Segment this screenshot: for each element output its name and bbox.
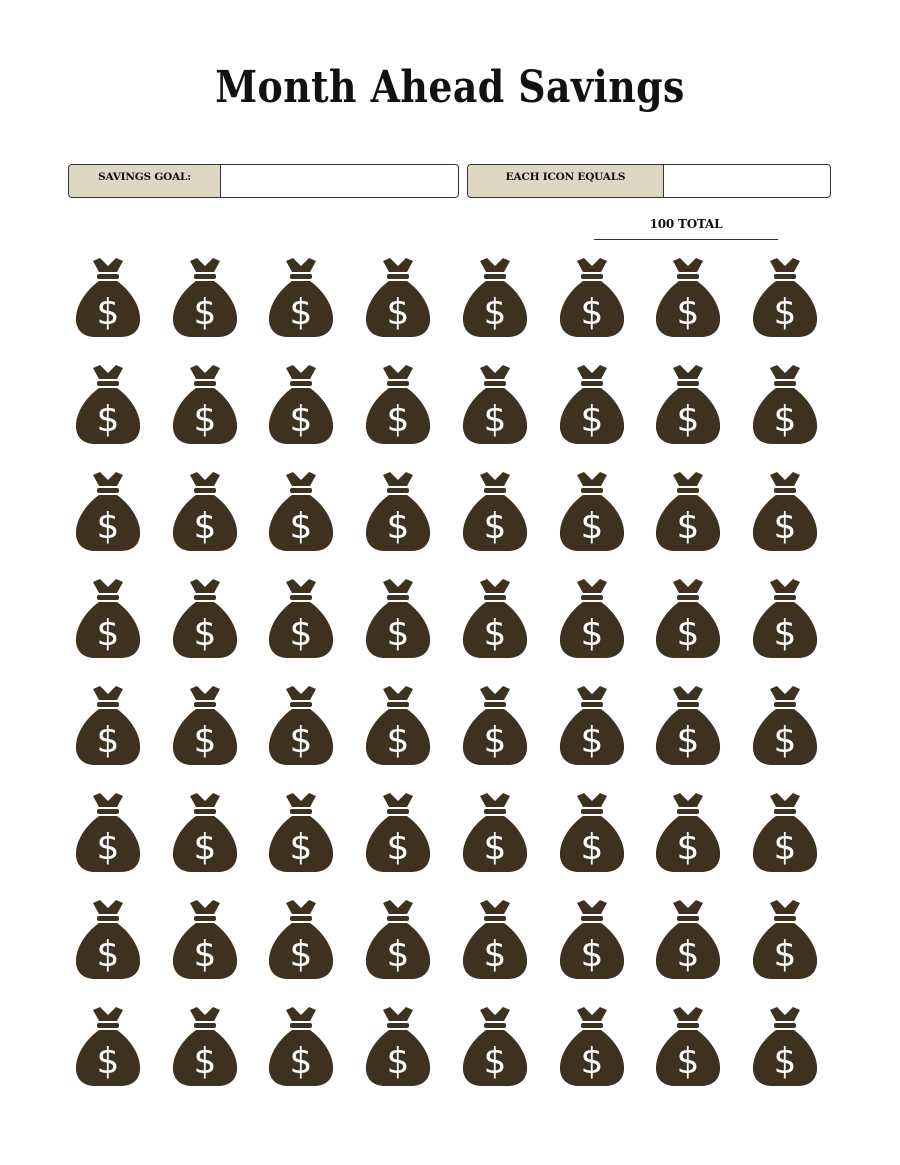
money-bag-icon[interactable] <box>653 899 723 981</box>
money-bag-icon[interactable] <box>750 685 820 767</box>
dollar-symbol: $ <box>96 613 120 654</box>
money-bag-icon[interactable] <box>170 899 240 981</box>
money-bag-icon[interactable] <box>750 257 820 339</box>
dollar-symbol: $ <box>386 506 410 547</box>
dollar-symbol: $ <box>386 613 410 654</box>
total-label: 100 TOTAL <box>649 217 723 231</box>
money-bag-icon[interactable] <box>73 792 143 874</box>
dollar-symbol: $ <box>483 1041 507 1082</box>
money-bag-icon[interactable] <box>557 471 627 553</box>
money-bag-icon[interactable] <box>653 364 723 446</box>
dollar-symbol: $ <box>483 827 507 868</box>
money-bag-icon[interactable] <box>460 1006 530 1088</box>
dollar-symbol: $ <box>96 399 120 440</box>
dollar-symbol: $ <box>386 399 410 440</box>
money-bag-icon[interactable] <box>557 685 627 767</box>
money-bag-icon[interactable] <box>266 899 336 981</box>
money-bag-icon[interactable] <box>170 792 240 874</box>
dollar-symbol: $ <box>193 720 217 761</box>
money-bag-icon[interactable] <box>73 364 143 446</box>
dollar-symbol: $ <box>483 720 507 761</box>
money-bag-icon[interactable] <box>750 792 820 874</box>
dollar-symbol: $ <box>386 720 410 761</box>
dollar-symbol: $ <box>773 506 797 547</box>
money-bag-icon[interactable] <box>363 578 433 660</box>
dollar-symbol: $ <box>483 506 507 547</box>
dollar-symbol: $ <box>96 292 120 333</box>
dollar-symbol: $ <box>386 292 410 333</box>
money-bag-icon[interactable] <box>73 471 143 553</box>
dollar-symbol: $ <box>580 934 603 975</box>
money-bag-icon[interactable] <box>363 899 433 981</box>
dollar-symbol: $ <box>483 613 507 654</box>
each-icon-equals-label: EACH ICON EQUALS <box>468 165 664 197</box>
dollar-symbol: $ <box>676 827 700 868</box>
money-bag-icon[interactable] <box>653 1006 723 1088</box>
money-bag-icon[interactable] <box>557 257 627 339</box>
money-bag-icon[interactable] <box>557 364 627 446</box>
money-bag-icon[interactable] <box>170 685 240 767</box>
page-title: Month Ahead Savings <box>215 62 685 113</box>
dollar-symbol: $ <box>96 720 120 761</box>
dollar-symbol: $ <box>386 934 410 975</box>
dollar-symbol: $ <box>580 399 603 440</box>
money-bag-icon[interactable] <box>750 364 820 446</box>
dollar-symbol: $ <box>193 399 217 440</box>
money-bag-icon[interactable] <box>170 1006 240 1088</box>
money-bag-icon[interactable] <box>363 792 433 874</box>
money-bag-icon[interactable] <box>460 471 530 553</box>
dollar-symbol: $ <box>193 292 217 333</box>
dollar-symbol: $ <box>96 506 120 547</box>
money-bag-icon[interactable] <box>557 1006 627 1088</box>
money-bag-icon[interactable] <box>653 792 723 874</box>
dollar-symbol: $ <box>193 934 217 975</box>
dollar-symbol: $ <box>676 399 700 440</box>
dollar-symbol: $ <box>676 613 700 654</box>
money-bag-icon[interactable] <box>460 578 530 660</box>
money-bag-icon[interactable] <box>266 471 336 553</box>
money-bag-icon[interactable] <box>266 364 336 446</box>
dollar-symbol: $ <box>773 720 797 761</box>
dollar-symbol: $ <box>773 292 797 333</box>
money-bag-icon[interactable] <box>73 257 143 339</box>
dollar-symbol: $ <box>676 1041 700 1082</box>
dollar-symbol: $ <box>580 292 603 333</box>
money-bag-icon[interactable] <box>557 899 627 981</box>
money-bag-icon[interactable] <box>363 471 433 553</box>
money-bag-icon[interactable] <box>750 1006 820 1088</box>
money-bag-icon[interactable] <box>557 792 627 874</box>
money-bag-icon[interactable] <box>653 578 723 660</box>
dollar-symbol: $ <box>773 613 797 654</box>
money-bag-icon[interactable] <box>170 364 240 446</box>
dollar-symbol: $ <box>289 934 313 975</box>
dollar-symbol: $ <box>580 613 603 654</box>
dollar-symbol: $ <box>676 934 700 975</box>
money-bag-icon[interactable] <box>653 471 723 553</box>
dollar-symbol: $ <box>676 292 700 333</box>
money-bag-icon[interactable] <box>266 257 336 339</box>
money-bag-icon[interactable] <box>363 1006 433 1088</box>
dollar-symbol: $ <box>289 399 313 440</box>
money-bag-icon[interactable] <box>73 578 143 660</box>
dollar-symbol: $ <box>676 506 700 547</box>
money-bag-icon[interactable] <box>460 364 530 446</box>
money-bag-icon[interactable] <box>363 257 433 339</box>
money-bag-icon[interactable] <box>266 685 336 767</box>
dollar-symbol: $ <box>96 827 120 868</box>
dollar-symbol: $ <box>193 506 217 547</box>
money-bag-icon[interactable] <box>460 792 530 874</box>
money-bag-icon[interactable] <box>73 685 143 767</box>
dollar-symbol: $ <box>289 292 313 333</box>
dollar-symbol: $ <box>289 827 313 868</box>
money-bag-icon[interactable] <box>460 899 530 981</box>
dollar-symbol: $ <box>580 720 603 761</box>
dollar-symbol: $ <box>773 934 797 975</box>
money-bag-icon[interactable] <box>363 685 433 767</box>
money-bag-icon[interactable] <box>266 1006 336 1088</box>
dollar-symbol: $ <box>289 720 313 761</box>
dollar-symbol: $ <box>483 292 507 333</box>
money-bag-icon[interactable] <box>170 257 240 339</box>
dollar-symbol: $ <box>676 720 700 761</box>
money-bag-icon[interactable] <box>750 899 820 981</box>
savings-goal-label: SAVINGS GOAL: <box>69 165 221 197</box>
money-bag-icon[interactable] <box>73 1006 143 1088</box>
money-bag-icon[interactable] <box>266 792 336 874</box>
dollar-symbol: $ <box>483 934 507 975</box>
dollar-symbol: $ <box>193 827 217 868</box>
money-bag-icon[interactable] <box>73 899 143 981</box>
money-bag-icon[interactable] <box>460 685 530 767</box>
dollar-symbol: $ <box>289 613 313 654</box>
dollar-symbol: $ <box>773 1041 797 1082</box>
dollar-symbol: $ <box>193 613 217 654</box>
dollar-symbol: $ <box>289 1041 313 1082</box>
dollar-symbol: $ <box>773 827 797 868</box>
dollar-symbol: $ <box>773 399 797 440</box>
dollar-symbol: $ <box>193 1041 217 1082</box>
dollar-symbol: $ <box>289 506 313 547</box>
money-bag-icon[interactable] <box>363 364 433 446</box>
dollar-symbol: $ <box>96 934 120 975</box>
dollar-symbol: $ <box>483 399 507 440</box>
dollar-symbol: $ <box>386 827 410 868</box>
money-bag-icon[interactable] <box>170 578 240 660</box>
money-bag-icon[interactable] <box>266 578 336 660</box>
money-bag-icon[interactable] <box>750 578 820 660</box>
dollar-symbol: $ <box>96 1041 120 1082</box>
money-bag-icon[interactable] <box>460 257 530 339</box>
dollar-symbol: $ <box>386 1041 410 1082</box>
money-bag-icon[interactable] <box>557 578 627 660</box>
money-bag-icon[interactable] <box>170 471 240 553</box>
money-bag-icon[interactable] <box>653 257 723 339</box>
dollar-symbol: $ <box>580 506 603 547</box>
money-bag-icon[interactable] <box>750 471 820 553</box>
dollar-symbol: $ <box>580 827 603 868</box>
money-bag-icon[interactable] <box>653 685 723 767</box>
dollar-symbol: $ <box>580 1041 603 1082</box>
